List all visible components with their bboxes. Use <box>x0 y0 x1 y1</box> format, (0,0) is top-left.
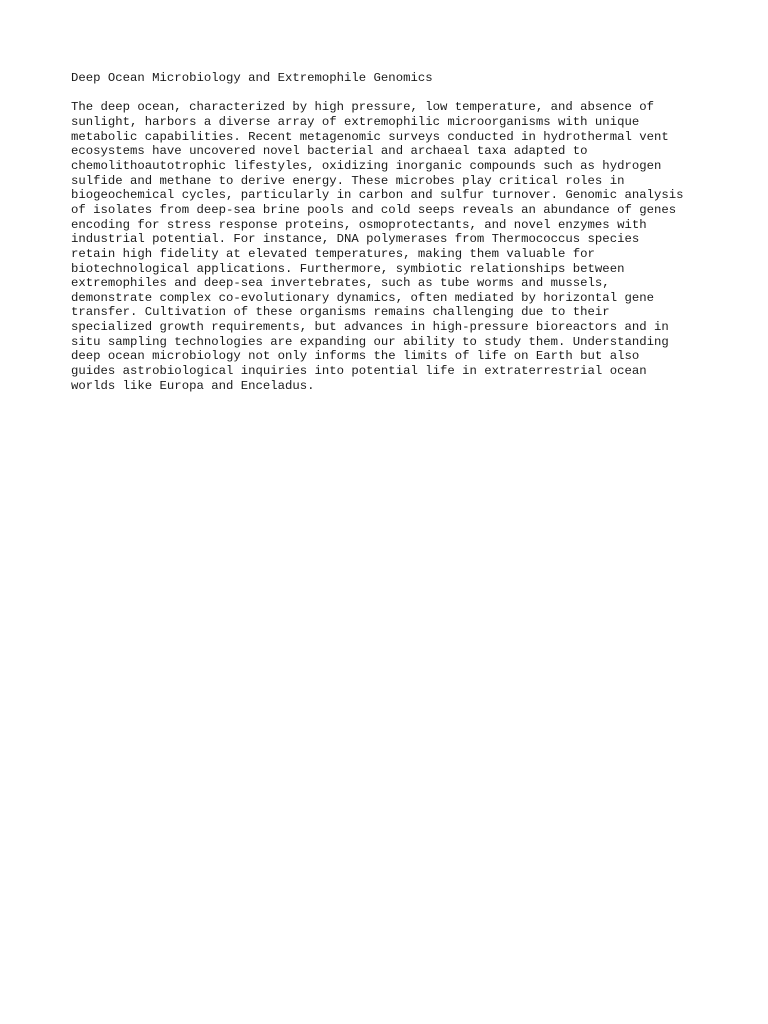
body-line: specialized growth requirements, but advances in high-pressure bioreactors and in <box>71 320 669 335</box>
body-line: guides astrobiological inquiries into potential life in extraterrestrial ocean <box>71 364 647 379</box>
body-line: encoding for stress response proteins, osmoprotectants, and novel enzymes with <box>71 217 647 232</box>
body-line: chemolithoautotrophic lifestyles, oxidizing inorganic compounds such as hydrogen <box>71 158 662 173</box>
body-line: sunlight, harbors a diverse array of extremophilic microorganisms with unique <box>71 114 640 129</box>
body-line: biogeochemical cycles, particularly in carbon and sulfur turnover. Genomic analysis <box>71 188 684 203</box>
body-line: of isolates from deep-sea brine pools and cold seeps reveals an abundance of genes <box>71 202 677 217</box>
body-line: retain high fidelity at elevated temperatures, making them valuable for <box>71 246 595 261</box>
body-line: industrial potential. For instance, DNA polymerases from Thermococcus species <box>71 232 640 247</box>
document-body <box>71 100 711 393</box>
body-line: metabolic capabilities. Recent metagenomic surveys conducted in hydrothermal vent <box>71 129 669 144</box>
body-line: extremophiles and deep-sea invertebrates, such as tube worms and mussels, <box>71 276 610 291</box>
body-line: sulfide and methane to derive energy. These microbes play critical roles in <box>71 173 625 188</box>
body-line: demonstrate complex co-evolutionary dynamics, often mediated by horizontal gene <box>71 290 654 305</box>
body-line: biotechnological applications. Furthermore, symbiotic relationships between <box>71 261 625 276</box>
body-line: ecosystems have uncovered novel bacterial and archaeal taxa adapted to <box>71 144 588 159</box>
document-page <box>71 71 711 393</box>
body-line: transfer. Cultivation of these organisms remains challenging due to their <box>71 305 610 320</box>
body-line: situ sampling technologies are expanding our ability to study them. Understanding <box>71 334 669 349</box>
body-line: worlds like Europa and Enceladus. <box>71 378 315 393</box>
document-title: Deep Ocean Microbiology and Extremophile Genomics <box>71 71 433 85</box>
body-line: The deep ocean, characterized by high pressure, low temperature, and absence of <box>71 100 654 115</box>
body-line: deep ocean microbiology not only informs the limits of life on Earth but also <box>71 349 640 364</box>
